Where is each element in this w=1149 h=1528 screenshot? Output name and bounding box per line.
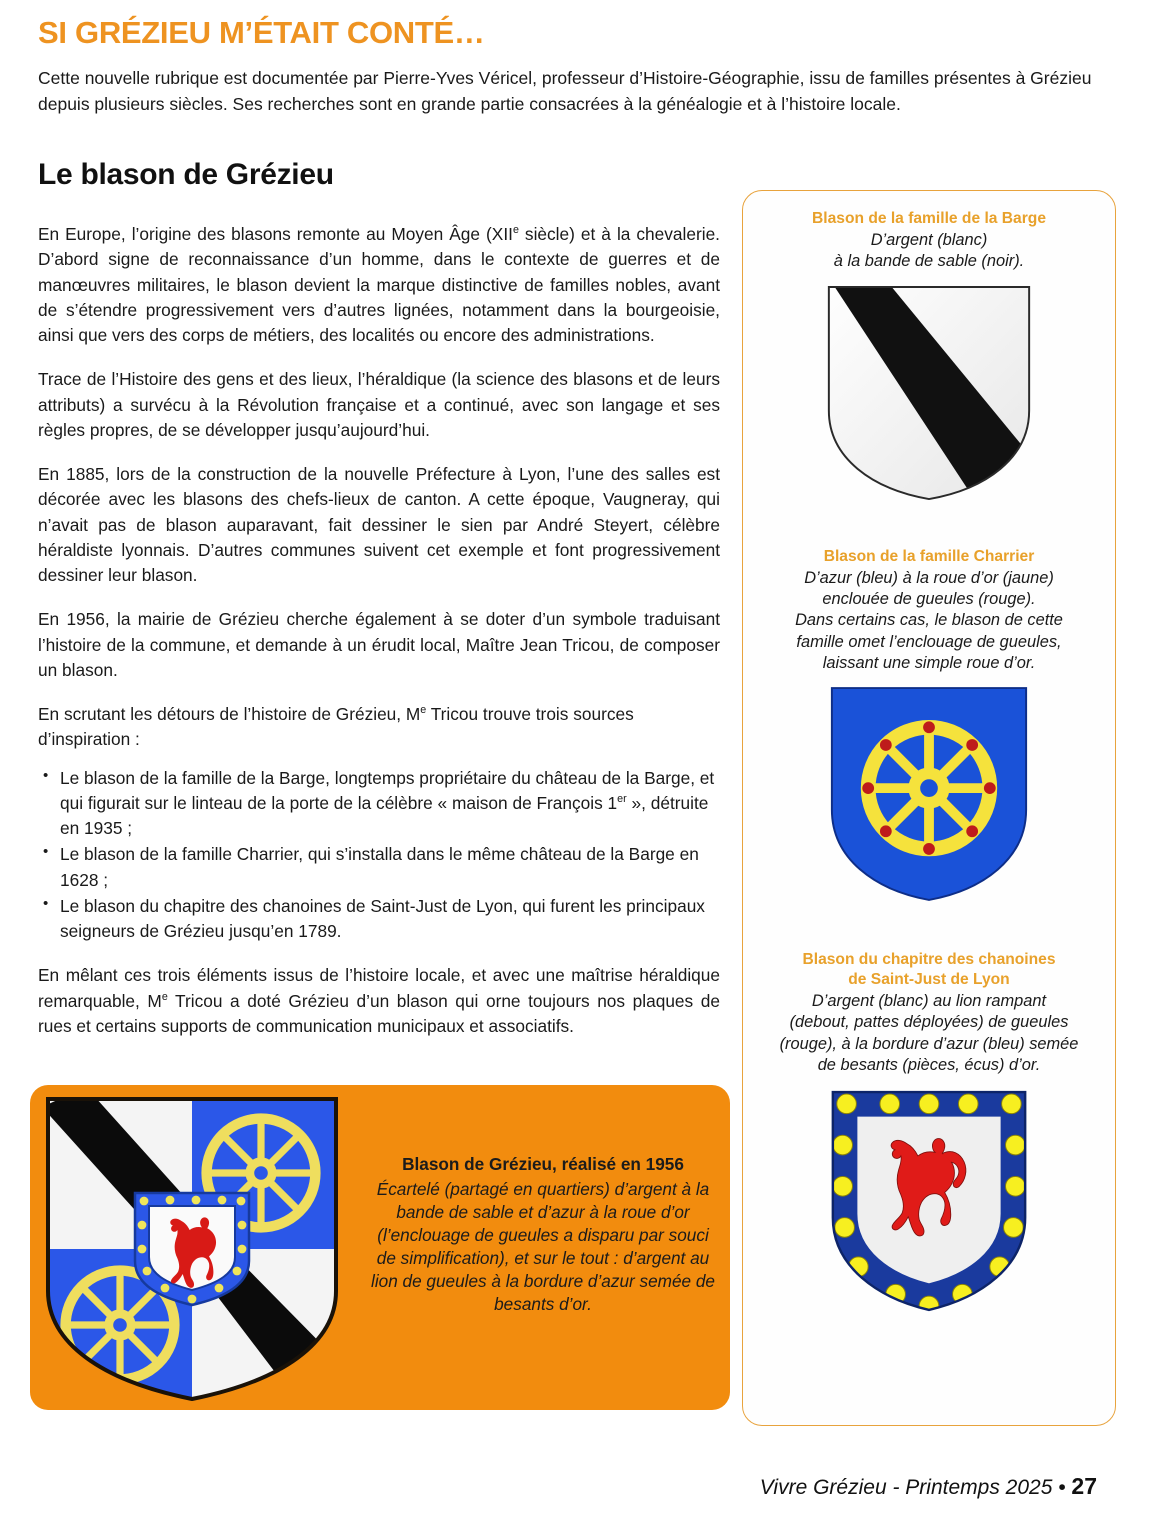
page-title: Le blason de Grézieu: [38, 158, 334, 191]
intro-paragraph: Cette nouvelle rubrique est documentée par Pierre-Yves Véricel, professeur d’Histoire-Géographie, issu de familles présentes à Grézieu depuis plusieurs siècles. Ses recherches sont en grande partie consacrées à la généalogie et à l’histoire locale.: [38, 68, 1092, 114]
blazon-title: Blason de la famille de la Barge: [812, 210, 1046, 227]
paragraph-2: Trace de l’Histoire des gens et des lieux, l’héraldique (la science des blasons et de leurs attributs) a survécu à la Révolution française et a continué, avec son langage et ses règles propres, de se développer jusqu’aujourd’hui.: [38, 369, 720, 440]
page-footer: [760, 1473, 1097, 1500]
blazon-de-la-barge: [757, 209, 1101, 505]
charrier-wheel-shield-icon: [757, 682, 1101, 906]
paragraph-1: En Europe, l’origine des blasons remonte au Moyen Âge (XIIe siècle) et à la chevalerie. D’abord signe de reconnaissance d’un homme, dans le contexte de guerres et de manœuvres militaires, le blason devient la marque distinctive de familles nobles, avant de s’étendre progressivement vers d’autres lignées, notamment dans la bourgeoisie, ainsi que vers des corps de métiers, des localités ou encore des administrations.: [38, 224, 720, 345]
feature-caption-title: Blason de Grézieu, réalisé en 1956: [402, 1154, 684, 1174]
blazon-description-line: de besants (pièces, écus) d’or.: [817, 1056, 1041, 1075]
blazon-title: Blason de la famille Charrier: [823, 547, 1035, 565]
paragraph-5: En scrutant les détours de l’histoire de Grézieu, Me Tricou trouve trois sources d’inspiration :: [38, 704, 634, 750]
blazon-description-line: à la bande de sable (noir).: [833, 252, 1025, 271]
section-title: SI GRÉZIEU M’ÉTAIT CONTÉ…: [38, 15, 485, 50]
blazon-side-panel: [742, 190, 1116, 1426]
blazon-description-line: laissant une simple roue d’or.: [822, 653, 1036, 672]
inspiration-sources-list: [38, 766, 720, 945]
blazon-description-line: Dans certains cas, le blason de cette: [795, 611, 1063, 630]
blazon-charrier: [757, 547, 1101, 907]
blazon-description-line: D’argent (blanc) au lion rampant: [811, 992, 1047, 1011]
article-body: [38, 222, 720, 1058]
footer-text: Vivre Grézieu - Printemps 2025 •: [759, 1476, 1072, 1499]
list-item: • Le blason de la famille de la Barge, longtemps propriétaire du château de la Barge, et qui figurait sur le linteau de la porte de la célèbre « maison de François 1er », détruite en 1935 ;: [38, 766, 720, 842]
saint-just-lion-shield-icon: [757, 1084, 1101, 1316]
de-la-barge-shield-icon: [757, 281, 1101, 505]
blazon-description-line: enclouée de gueules (rouge).: [822, 589, 1036, 608]
blazon-title-line: Blason du chapitre des chanoines: [802, 951, 1056, 969]
page-number: 27: [1071, 1473, 1097, 1499]
blazon-description: [757, 991, 1101, 1076]
paragraph-4: En 1956, la mairie de Grézieu cherche également à se doter d’un symbole traduisant l’histoire de la commune, et demande à un érudit local, Maître Jean Tricou, de composer un blason.: [38, 609, 720, 680]
blazon-description-line: (debout, pattes déployées) de gueules: [789, 1013, 1069, 1032]
feature-caption-body: Écartelé (partagé en quartiers) d’argent à la bande de sable et d’azur à la roue d’or (l’enclouage de gueules a disparu par souci de simplification), et sur le tout : d’argent au lion de gueules à la bordure d’azur semée de besants d’or.: [371, 1178, 715, 1314]
blazon-description: [757, 230, 1101, 273]
grezieu-quartered-shield-icon: [42, 1093, 352, 1410]
paragraph-3: En 1885, lors de la construction de la nouvelle Préfecture à Lyon, l’une des salles est décorée avec les blasons des chefs-lieux de canton. A cette époque, Vaugneray, qui n’avait pas de blason auparavant, fait dessiner le sien par André Steyert, célèbre héraldiste lyonnais. D’autres communes suivent cet exemple et font progressivement dessiner leur blason.: [38, 464, 720, 585]
blazon-description-line: famille omet l’enclouage de gueules,: [796, 632, 1062, 651]
blazon-title-line: de Saint-Just de Lyon: [848, 971, 1010, 989]
grezieu-blazon-feature-box: [30, 1085, 730, 1410]
blazon-description-line: (rouge), à la bordure d’azur (bleu) semée: [779, 1034, 1079, 1053]
blazon-description-line: D’azur (bleu) à la roue d’or (jaune): [804, 568, 1054, 587]
blazon-description-line: D’argent (blanc): [870, 230, 988, 249]
blazon-title: [757, 950, 1101, 990]
blazon-saint-just: [757, 950, 1101, 1316]
list-item: • Le blason du chapitre des chanoines de Saint-Just de Lyon, qui furent les principaux seigneurs de Grézieu jusqu’en 1789.: [38, 894, 720, 945]
feature-caption: [368, 1153, 718, 1316]
list-item: • Le blason de la famille Charrier, qui s’installa dans le même château de la Barge en 1628 ;: [38, 842, 720, 893]
paragraph-6: En mêlant ces trois éléments issus de l’histoire locale, et avec une maîtrise héraldique remarquable, Me Tricou a doté Grézieu d’un blason qui orne toujours nos plaques de rues et certains supports de communication municipaux et associatifs.: [38, 965, 720, 1036]
blazon-description: [757, 568, 1101, 675]
